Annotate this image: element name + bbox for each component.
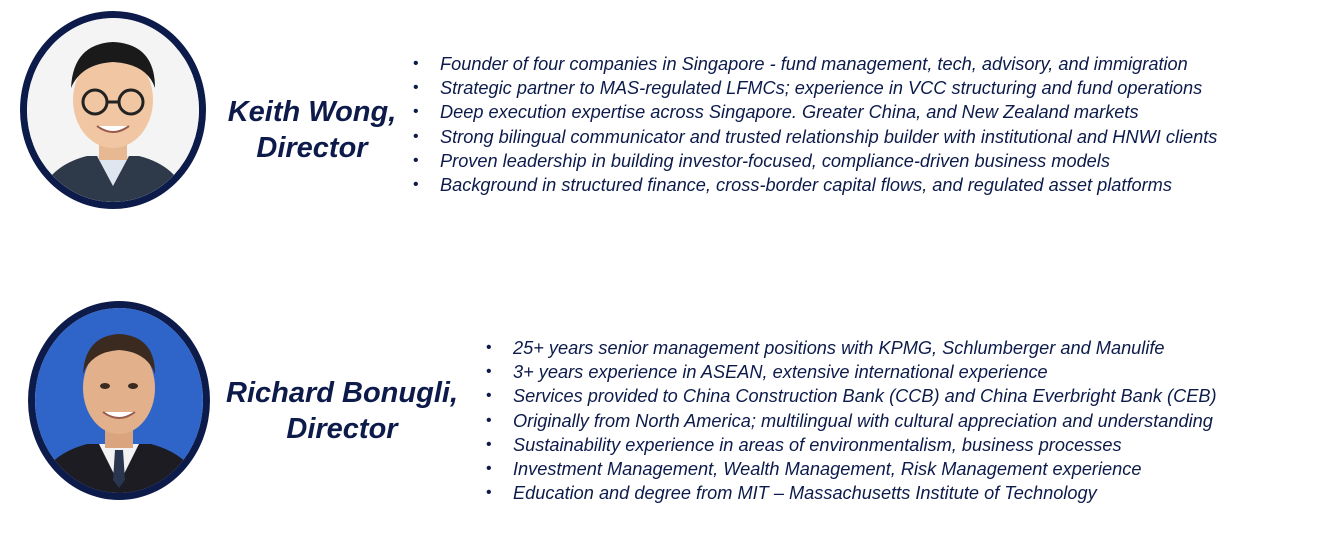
bullet-icon: •: [413, 127, 419, 145]
keith-wong-photo: [20, 11, 206, 209]
bullet-icon: •: [486, 484, 492, 502]
list-item: [486, 457, 1217, 481]
bullet-icon: •: [413, 103, 419, 121]
keith-wong-bullet-list: [413, 52, 1217, 197]
bullet-text: Background in structured finance, cross-border capital flows, and regulated asset platforms: [440, 175, 1172, 196]
list-item: [486, 384, 1217, 408]
list-item: [413, 173, 1217, 197]
bullet-icon: •: [413, 176, 419, 194]
keith-wong-name-line1: Keith Wong,: [227, 96, 397, 128]
list-item: [413, 125, 1217, 149]
bullet-icon: •: [486, 339, 492, 356]
bullet-icon: •: [486, 411, 492, 429]
richard-bonugli-name: [222, 375, 462, 447]
list-item: [486, 336, 1217, 360]
richard-bonugli-photo: [28, 301, 210, 500]
list-item: [486, 360, 1217, 384]
bullet-text: Strong bilingual communicator and trusted relationship builder with institutional and HNWI clients: [440, 126, 1218, 147]
bullet-icon: •: [486, 435, 492, 453]
list-item: [413, 52, 1217, 76]
bullet-text: Proven leadership in building investor-focused, compliance-driven business models: [440, 150, 1110, 171]
list-item: [413, 100, 1217, 124]
list-item: [486, 409, 1217, 433]
person-portrait-icon: [27, 18, 199, 202]
richard-bonugli-name-line1: Richard Bonugli,: [226, 377, 458, 409]
list-item: [486, 433, 1217, 457]
bullet-text: Education and degree from MIT – Massachusetts Institute of Technology: [513, 483, 1097, 504]
keith-wong-name: [222, 94, 402, 166]
bullet-icon: •: [486, 460, 492, 478]
bullet-text: Strategic partner to MAS-regulated LFMCs; experience in VCC structuring and fund operations: [440, 78, 1203, 99]
bullet-text: 25+ years senior management positions with KPMG, Schlumberger and Manulife: [513, 338, 1165, 358]
bullet-text: Services provided to China Construction Bank (CCB) and China Everbright Bank (CEB): [513, 386, 1217, 407]
list-item: [413, 76, 1217, 100]
bullet-icon: •: [413, 55, 419, 72]
bullet-text: Originally from North America; multilingual with cultural appreciation and understanding: [513, 410, 1213, 431]
list-item: [413, 149, 1217, 173]
bullet-icon: •: [413, 79, 419, 97]
bullet-text: 3+ years experience in ASEAN, extensive international experience: [513, 362, 1048, 383]
keith-wong-title: Director: [256, 132, 368, 164]
bullet-text: Deep execution expertise across Singapore. Greater China, and New Zealand markets: [440, 102, 1139, 123]
person-portrait-icon: [35, 308, 203, 493]
bullet-text: Founder of four companies in Singapore - fund management, tech, advisory, and immigration: [440, 54, 1188, 74]
bullet-icon: •: [413, 151, 419, 169]
richard-bonugli-bullet-list: [486, 336, 1217, 505]
bullet-text: Investment Management, Wealth Management, Risk Management experience: [513, 459, 1142, 480]
bullet-text: Sustainability experience in areas of environmentalism, business processes: [513, 434, 1122, 455]
bullet-icon: •: [486, 387, 492, 405]
list-item: [486, 481, 1217, 505]
richard-bonugli-title: Director: [286, 413, 398, 445]
bullet-icon: •: [486, 363, 492, 381]
